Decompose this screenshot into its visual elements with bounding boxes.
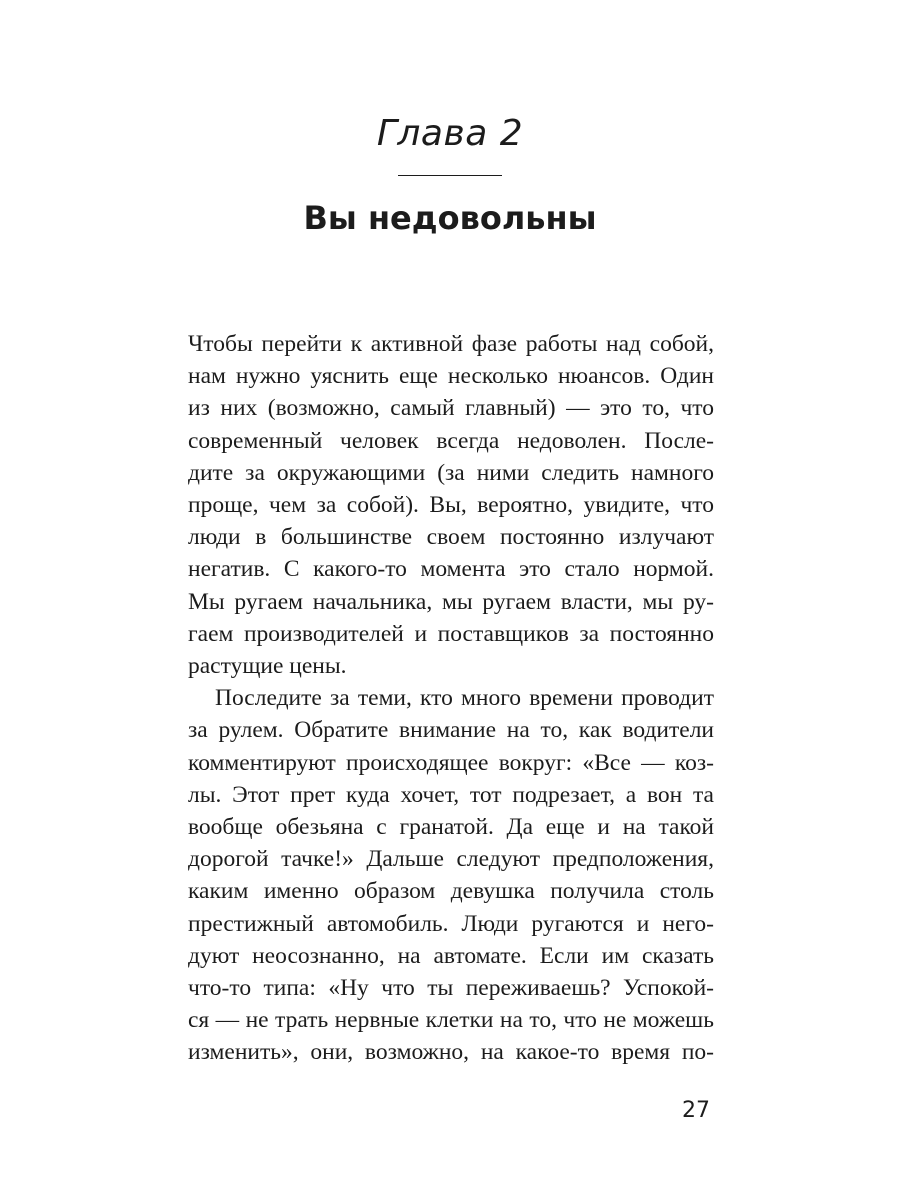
body-text [188, 328, 714, 1069]
chapter-divider [398, 175, 502, 176]
page-number: 27 [682, 1098, 710, 1123]
text-line: престижный автомобиль. Люди ругаются и него- [188, 910, 714, 937]
text-line: современный человек всегда недоволен. После- [188, 427, 714, 454]
text-line: изменить», они, возможно, на какое-то время по- [188, 1039, 714, 1066]
text-line: гаем производителей и поставщиков за постоянно [188, 620, 714, 647]
text-line: нам нужно уяснить еще несколько нюансов. Один [188, 363, 714, 390]
text-line: люди в большинстве своем постоянно излучают [188, 524, 714, 551]
text-line: Последите за теми, кто много времени проводит [215, 685, 714, 712]
text-line: за рулем. Обратите внимание на то, как водители [188, 717, 714, 744]
text-line: Мы ругаем начальника, мы ругаем власти, мы ру- [188, 588, 714, 615]
text-line: дорогой тачке!» Дальше следуют предположения, [188, 846, 714, 873]
text-line: вообще обезьяна с гранатой. Да еще и на такой [188, 814, 714, 841]
text-line: лы. Этот прет куда хочет, тот подрезает, а вон та [188, 781, 714, 808]
chapter-title: Вы недовольны [303, 199, 597, 237]
text-line: растущие цены. [188, 653, 347, 680]
text-line: дите за окружающими (за ними следить намного [188, 459, 714, 486]
text-line: ся — не трать нервные клетки на то, что не можешь [188, 1007, 714, 1034]
paragraph [188, 328, 714, 682]
text-line: что-то типа: «Ну что ты переживаешь? Успокой- [188, 975, 714, 1002]
text-line: негатив. С какого-то момента это стало нормой. [188, 556, 714, 583]
text-line: дуют неосознанно, на автомате. Если им сказать [188, 942, 714, 969]
chapter-label: Глава 2 [376, 113, 524, 154]
text-line: из них (возможно, самый главный) — это то, что [188, 395, 714, 422]
text-line: Чтобы перейти к активной фазе работы над собой, [188, 331, 714, 357]
text-line: каким именно образом девушка получила столь [188, 878, 714, 905]
text-line: проще, чем за собой). Вы, вероятно, увидите, что [188, 492, 714, 519]
paragraph [188, 682, 714, 1068]
text-line: комментируют происходящее вокруг: «Все — коз- [188, 749, 714, 776]
